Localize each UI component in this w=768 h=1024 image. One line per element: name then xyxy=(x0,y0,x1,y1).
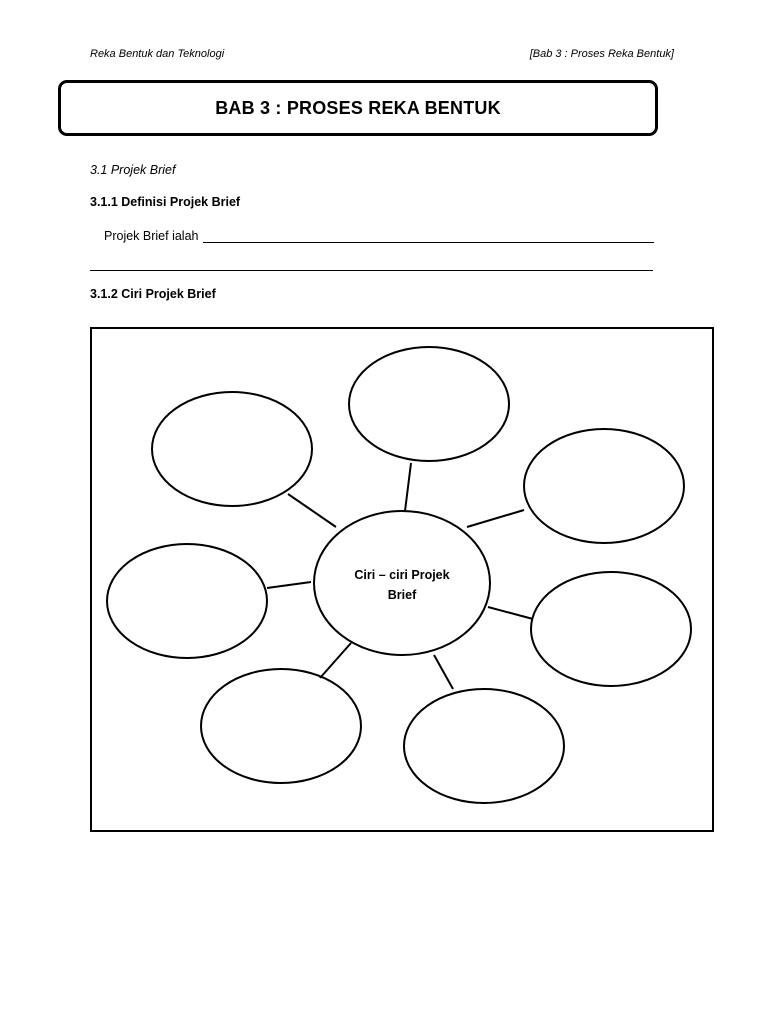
center-label-line2: Brief xyxy=(387,588,417,602)
section-heading-3-1: 3.1 Projek Brief xyxy=(90,163,176,177)
bubble-right[interactable] xyxy=(531,572,691,686)
connector-bottom-left xyxy=(320,643,351,678)
connector-top xyxy=(405,463,411,511)
bubble-left[interactable] xyxy=(107,544,267,658)
connector-bottom-right xyxy=(434,655,453,689)
bubble-top-right[interactable] xyxy=(524,429,684,543)
center-label-line1: Ciri – ciri Projek xyxy=(354,568,450,582)
connector-left xyxy=(267,582,311,588)
bubble-map-frame xyxy=(90,327,714,832)
definition-line xyxy=(104,229,654,243)
definition-prompt: Projek Brief ialah xyxy=(104,229,199,243)
connector-top-left xyxy=(288,494,336,527)
bubble-top[interactable] xyxy=(349,347,509,461)
chapter-title-box xyxy=(58,80,658,136)
connector-top-right xyxy=(467,510,524,527)
running-header-chapter: [Bab 3 : Proses Reka Bentuk] xyxy=(529,48,674,60)
running-header-subject: Reka Bentuk dan Teknologi xyxy=(90,48,225,60)
chapter-title: BAB 3 : PROSES REKA BENTUK xyxy=(215,97,501,118)
section-heading-3-1-2: 3.1.2 Ciri Projek Brief xyxy=(90,287,216,301)
definition-answer-line-2[interactable] xyxy=(90,270,653,271)
section-heading-3-1-1: 3.1.1 Definisi Projek Brief xyxy=(90,195,241,209)
bubble-bottom-right[interactable] xyxy=(404,689,564,803)
bubble-bottom-left[interactable] xyxy=(201,669,361,783)
center-label xyxy=(314,565,490,605)
connector-right xyxy=(488,607,533,619)
definition-answer-line[interactable] xyxy=(203,230,655,243)
bubble-top-left[interactable] xyxy=(152,392,312,506)
